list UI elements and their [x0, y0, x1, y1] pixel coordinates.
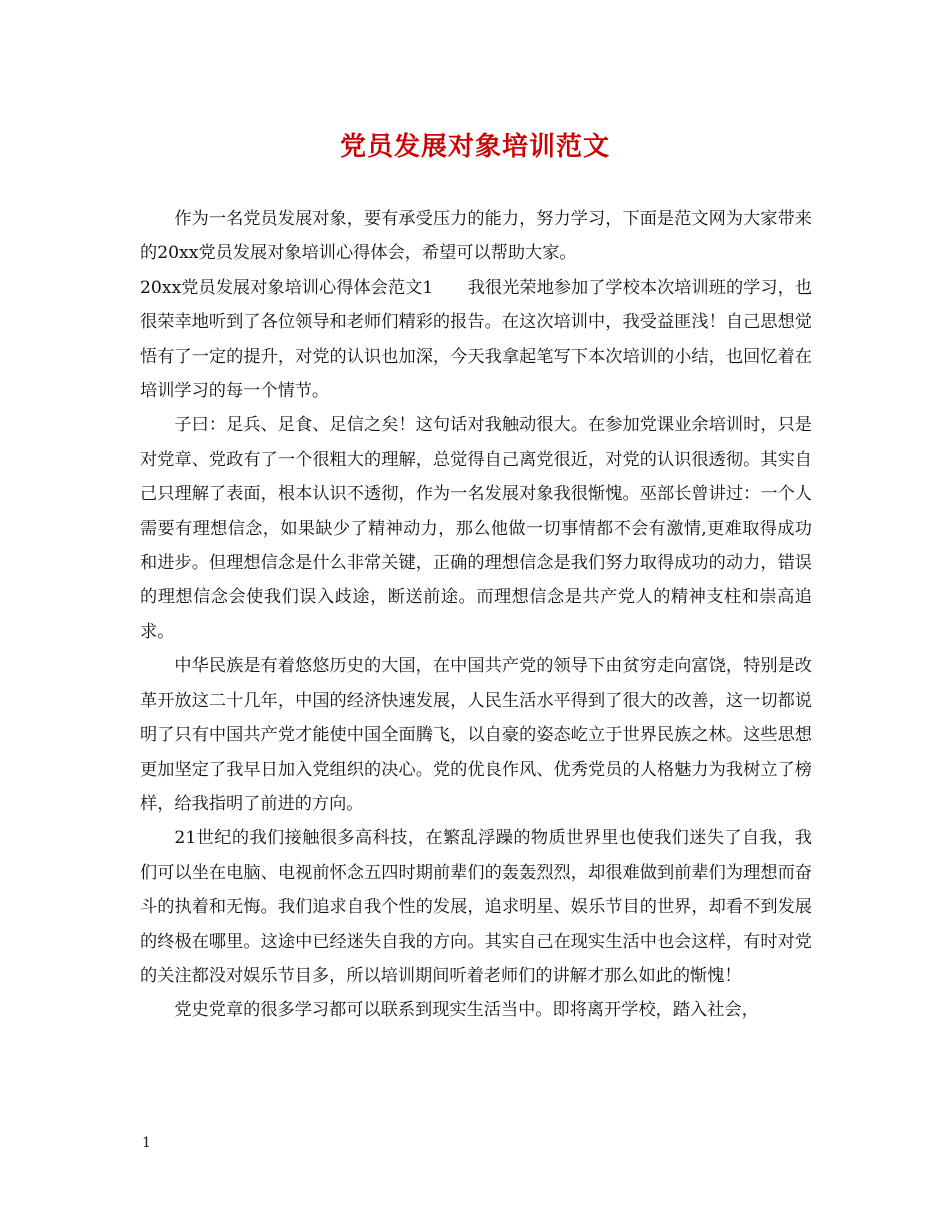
paragraph-party-history: 党史党章的很多学习都可以联系到现实生活当中。即将离开学校，踏入社会，: [174, 1000, 759, 1021]
paragraph-intro: 作为一名党员发展对象，要有承受压力的能力，努力学习，下面是范文网为大家带来的20xx党员发展对象培训心得体会，希望可以帮助大家。: [140, 209, 812, 264]
paragraph-confucius-quote: 子曰：足兵、足食、足信之矣！这句话对我触动很大。在参加党课业余培训时，只是对党章、党政有了一个很粗大的理解，总觉得自己离党很近，对党的认识很透彻。其实自己只理解了表面，根本认识不透彻，作为一名发展对象我很惭愧。巫部长曾讲过：一个人需要有理想信念，如果缺少了精神动力，那么他做一切事情都不会有激情,更难取得成功和进步。但理想信念是什么非常关键，正确的理想信念是我们努力取得成功的动力，错误的理想信念会使我们误入歧途，断送前途。而理想信念是共产党人的精神支柱和崇高追求。: [140, 415, 812, 642]
document-title: 党员发展对象培训范文: [339, 132, 610, 162]
document-body: [140, 202, 812, 1028]
paragraph-21st-century: 21世纪的我们接触很多高科技，在繁乱浮躁的物质世界里也使我们迷失了自我，我们可以坐在电脑、电视前怀念五四时期前辈们的轰轰烈烈，却很难做到前辈们为理想而奋斗的执着和无悔。我们追求自我个性的发展，追求明星、娱乐节目的世界，却看不到发展的终极在哪里。这途中已经迷失自我的方向。其实自己在现实生活中也会这样，有时对党的关注都没对娱乐节目多，所以培训期间听着老师们的讲解才那么如此的惭愧！: [140, 828, 812, 986]
paragraph-chinese-nation: 中华民族是有着悠悠历史的大国，在中国共产党的领导下由贫穷走向富饶，特别是改革开放这二十几年，中国的经济快速发展，人民生活水平得到了很大的改善，这一切都说明了只有中国共产党才能使中国全面腾飞，以自豪的姿态屹立于世界民族之林。这些思想更加坚定了我早日加入党组织的决心。党的优良作风、优秀党员的人格魅力为我树立了榜样，给我指明了前进的方向。: [140, 656, 812, 814]
paragraph-essay-opening: 20xx党员发展对象培训心得体会范文1 我很光荣地参加了学校本次培训班的学习，也很荣幸地听到了各位领导和老师们精彩的报告。在这次培训中，我受益匪浅！自己思想觉悟有了一定的提升，对党的认识也加深，今天我拿起笔写下本次培训的小结，也回忆着在培训学习的每一个情节。: [140, 277, 812, 402]
page-number: 1: [142, 1135, 151, 1151]
